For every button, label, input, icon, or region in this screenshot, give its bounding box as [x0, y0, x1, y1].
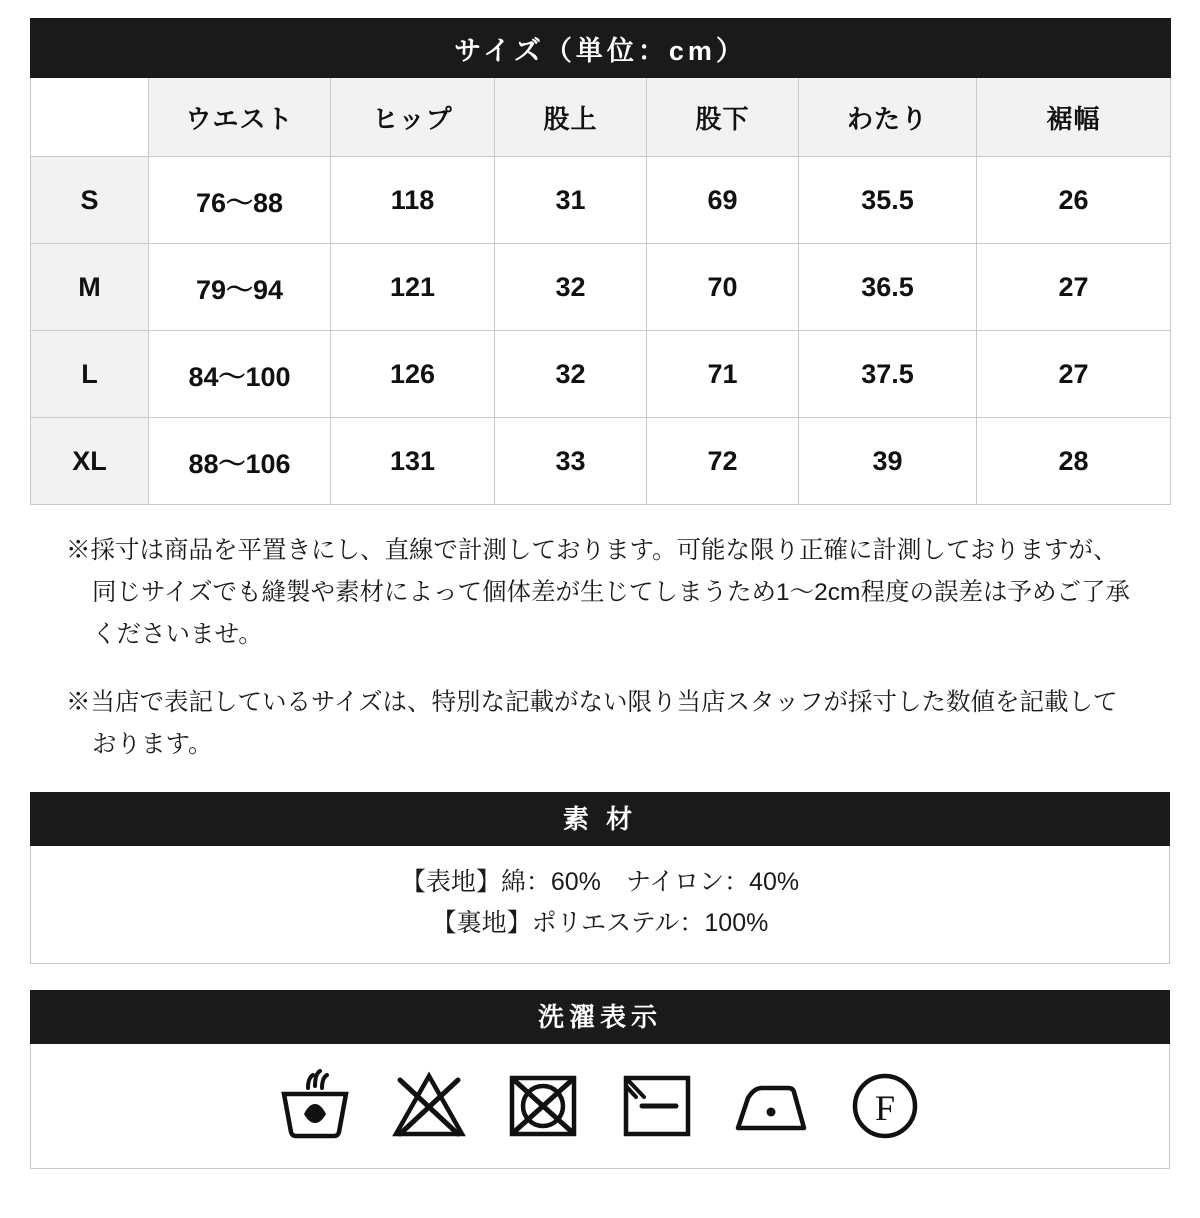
size-table-header-thigh: わたり — [799, 78, 977, 157]
cell-m-hip: 121 — [331, 244, 495, 331]
cell-l-thigh: 37.5 — [799, 331, 977, 418]
size-table-header-inseam: 股下 — [647, 78, 799, 157]
material-section-body — [30, 846, 1170, 964]
size-and-care-document — [0, 18, 1200, 1218]
cell-m-waist: 79〜94 — [149, 244, 331, 331]
size-table-header-rise: 股上 — [495, 78, 647, 157]
table-row — [31, 244, 1171, 331]
dry-clean-f-icon — [846, 1066, 924, 1144]
cell-xl-hip: 131 — [331, 418, 495, 505]
care-section — [30, 990, 1170, 1169]
size-label-xl: XL — [31, 418, 149, 505]
iron-low-icon — [732, 1066, 810, 1144]
table-row — [31, 418, 1171, 505]
material-section — [30, 792, 1170, 964]
care-section-body — [30, 1044, 1170, 1169]
cell-m-thigh: 36.5 — [799, 244, 977, 331]
cell-xl-rise: 33 — [495, 418, 647, 505]
cell-xl-waist: 88〜106 — [149, 418, 331, 505]
care-section-title: 洗濯表示 — [30, 990, 1170, 1044]
size-table-title: サイズ（単位：cm） — [31, 19, 1171, 78]
size-table-corner-cell — [31, 78, 149, 157]
cell-s-hem: 26 — [977, 157, 1171, 244]
cell-l-rise: 32 — [495, 331, 647, 418]
cell-l-inseam: 71 — [647, 331, 799, 418]
no-tumble-dry-icon — [504, 1066, 582, 1144]
cell-m-hem: 27 — [977, 244, 1171, 331]
material-lining-line: 【裏地】ポリエステル：100% — [431, 908, 769, 937]
material-outer-line: 【表地】綿：60% ナイロン：40% — [400, 868, 800, 897]
size-table-title-row — [31, 19, 1171, 78]
cell-s-waist: 76〜88 — [149, 157, 331, 244]
measurement-note-1: ※採寸は商品を平置きにし、直線で計測しております。可能な限り正確に計測しておりますが、同じサイズでも縫製や素材によって個体差が生じてしまうため1〜2cm程度の誤差は予めご了承くださいませ。 — [66, 536, 1130, 648]
cell-l-waist: 84〜100 — [149, 331, 331, 418]
table-row — [31, 157, 1171, 244]
cell-xl-thigh: 39 — [799, 418, 977, 505]
cell-l-hip: 126 — [331, 331, 495, 418]
cell-m-inseam: 70 — [647, 244, 799, 331]
size-table-header-row — [31, 78, 1171, 157]
cell-s-inseam: 69 — [647, 157, 799, 244]
no-bleach-icon — [390, 1066, 468, 1144]
size-label-l: L — [31, 331, 149, 418]
cell-s-thigh: 35.5 — [799, 157, 977, 244]
size-label-m: M — [31, 244, 149, 331]
material-section-title: 素 材 — [30, 792, 1170, 846]
size-table-header-hem: 裾幅 — [977, 78, 1171, 157]
size-table-header-hip: ヒップ — [331, 78, 495, 157]
hand-wash-icon — [276, 1066, 354, 1144]
measurement-notes — [30, 530, 1170, 767]
size-table — [30, 18, 1171, 505]
measurement-note-2: ※当店で表記しているサイズは、特別な記載がない限り当店スタッフが採寸した数値を記載しております。 — [66, 688, 1118, 758]
care-symbol-row — [31, 1066, 1169, 1144]
cell-m-rise: 32 — [495, 244, 647, 331]
size-table-header-waist: ウエスト — [149, 78, 331, 157]
cell-l-hem: 27 — [977, 331, 1171, 418]
cell-s-rise: 31 — [495, 157, 647, 244]
cell-xl-hem: 28 — [977, 418, 1171, 505]
flat-dry-in-shade-icon — [618, 1066, 696, 1144]
svg-text:F: F — [874, 1088, 896, 1129]
table-row — [31, 331, 1171, 418]
cell-s-hip: 118 — [331, 157, 495, 244]
size-label-s: S — [31, 157, 149, 244]
cell-xl-inseam: 72 — [647, 418, 799, 505]
